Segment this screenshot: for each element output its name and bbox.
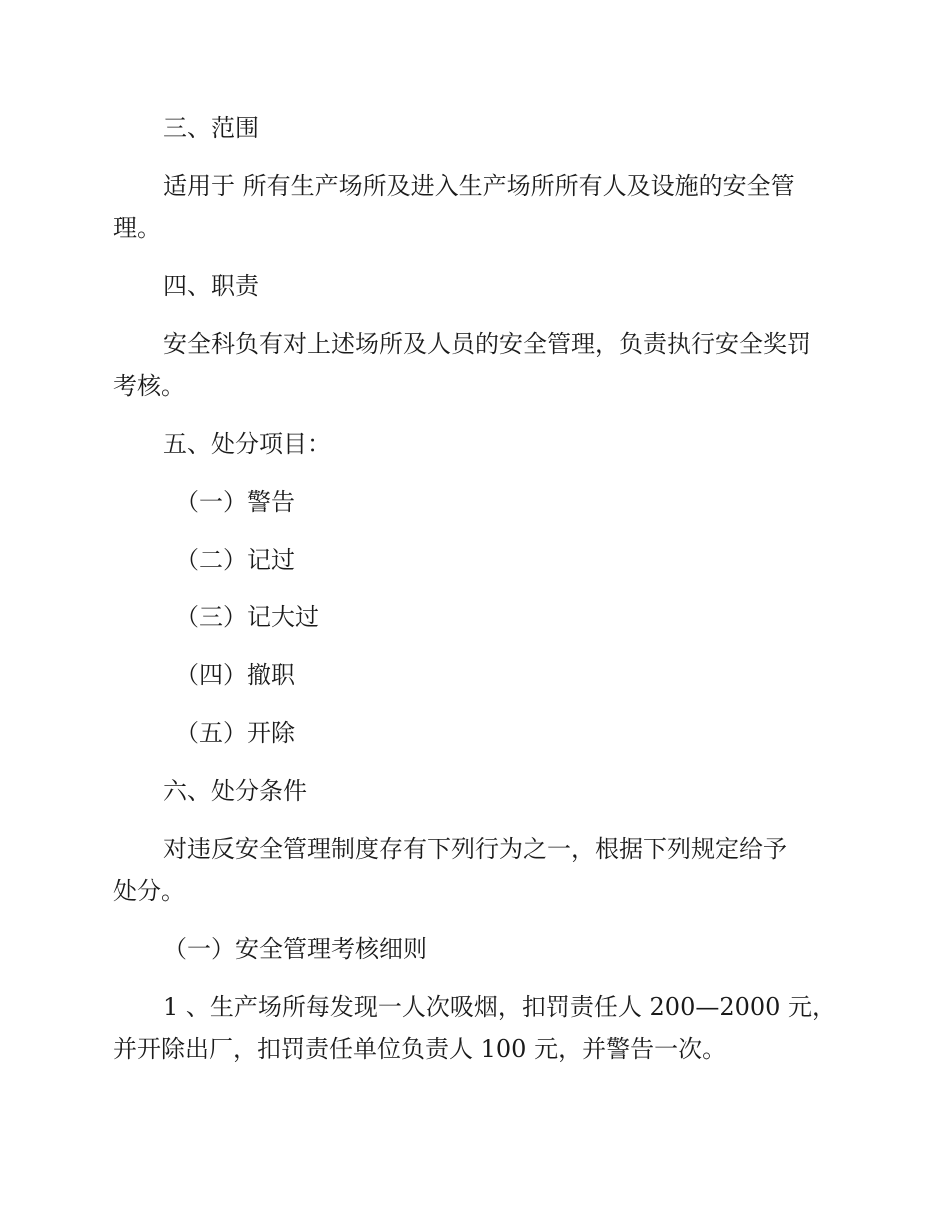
subsection-1-heading: （一）安全管理考核细则 xyxy=(163,935,427,963)
section-6-body-line-2: 处分。 xyxy=(113,877,185,905)
section-5-item: （一）警告 xyxy=(175,488,295,516)
section-5-heading: 五、处分项目： xyxy=(163,430,331,458)
section-3-body-line-1: 适用于 所有生产场所及进入生产场所所有人及设施的安全管 xyxy=(163,172,795,200)
section-6-heading: 六、处分条件 xyxy=(163,777,307,805)
section-4-heading: 四、职责 xyxy=(163,272,259,300)
rule-1-line-2: 并开除出厂，扣罚责任单位负责人 100 元，并警告一次。 xyxy=(113,1035,727,1063)
section-5-item: （四）撤职 xyxy=(175,661,295,689)
section-5-item: （五）开除 xyxy=(175,719,295,747)
section-4-body-line-2: 考核。 xyxy=(113,372,185,400)
section-5-item: （三）记大过 xyxy=(175,603,319,631)
section-3-body-line-2: 理。 xyxy=(113,214,161,242)
section-4-body-line-1: 安全科负有对上述场所及人员的安全管理，负责执行安全奖罚 xyxy=(163,330,811,358)
section-6-body-line-1: 对违反安全管理制度存有下列行为之一，根据下列规定给予 xyxy=(163,835,787,863)
section-5-item: （二）记过 xyxy=(175,546,295,574)
rule-1-line-1: 1 、生产场所每发现一人次吸烟，扣罚责任人 200—2000 元， xyxy=(163,993,837,1021)
section-3-heading: 三、范围 xyxy=(163,114,259,142)
